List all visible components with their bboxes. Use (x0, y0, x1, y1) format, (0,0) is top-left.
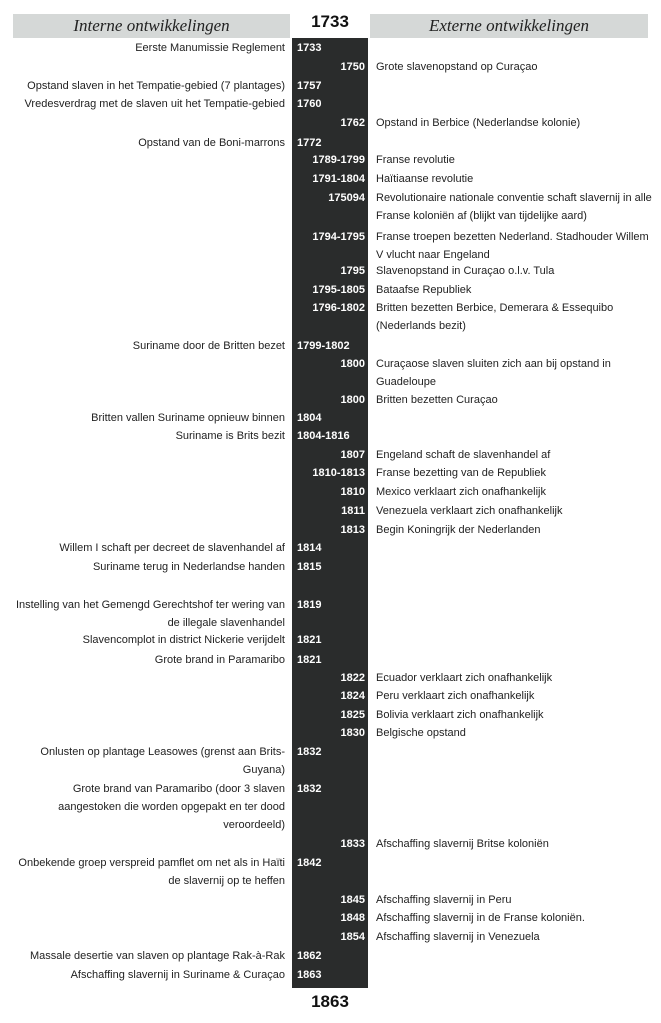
event-year: 1821 (297, 634, 322, 646)
start-year-label: 1733 (311, 12, 349, 31)
internal-event-text: Slavencomplot in district Nickerie verijdelt (82, 634, 285, 646)
event-year: 1796-1802 (312, 302, 365, 314)
event-year: 1789-1799 (312, 154, 365, 166)
external-event-text: Opstand in Berbice (Nederlandse kolonie) (376, 117, 581, 129)
internal-event-text: Grote brand van Paramaribo (door 3 slaven aangestoken die worden opgepakt en ter dood veroordeeld) (58, 783, 285, 831)
event-year: 1800 (340, 358, 365, 370)
external-event-text: Franse bezetting van de Republiek (376, 467, 546, 479)
external-event-text: Bataafse Republiek (376, 284, 472, 296)
internal-event-text: Massale desertie van slaven op plantage Rak-à-Rak (30, 950, 285, 962)
external-event-text: Revolutionaire nationale conventie schaft slavernij in alle Franse koloniën af (blijkt van tijdelijke aard) (376, 192, 652, 222)
event-year: 1795 (340, 265, 365, 277)
event-year: 1848 (340, 912, 365, 924)
event-year: 1810-1813 (312, 467, 365, 479)
internal-event-text: Afschaffing slavernij in Suriname & Curaçao (70, 969, 285, 981)
event-year: 1807 (340, 449, 365, 461)
event-year: 1733 (297, 42, 322, 54)
event-year: 1821 (297, 654, 322, 666)
external-developments-header: Externe ontwikkelingen (370, 14, 648, 38)
internal-event-text: Eerste Manumissie Reglement (135, 42, 285, 54)
event-year: 1833 (340, 838, 365, 850)
event-year: 1804 (297, 412, 322, 424)
external-event-text: Begin Koningrijk der Nederlanden (376, 524, 541, 536)
event-year: 1845 (340, 894, 365, 906)
event-year: 1830 (340, 727, 365, 739)
event-year: 1791-1804 (312, 173, 365, 185)
external-event-text: Venezuela verklaart zich onafhankelijk (376, 505, 563, 517)
event-year: 1800 (340, 394, 365, 406)
external-event-text: Afschaffing slavernij in de Franse koloniën. (376, 912, 585, 924)
event-year: 1814 (297, 542, 322, 554)
event-year: 1794-1795 (312, 231, 365, 243)
external-event-text: Ecuador verklaart zich onafhankelijk (376, 672, 553, 684)
internal-event-text: Opstand van de Boni-marrons (138, 137, 285, 149)
external-event-text: Afschaffing slavernij Britse koloniën (376, 838, 549, 850)
internal-event-text: Vredesverdrag met de slaven uit het Tempatie-gebied (24, 98, 285, 110)
event-year: 1863 (297, 969, 322, 981)
internal-event-text: Suriname is Brits bezit (175, 430, 285, 442)
event-year: 1811 (341, 505, 365, 517)
end-year-label: 1863 (311, 992, 349, 1011)
internal-event-text: Opstand slaven in het Tempatie-gebied (7 plantages) (27, 80, 285, 92)
internal-event-text: Grote brand in Paramaribo (154, 654, 285, 666)
internal-event-text: Onlusten op plantage Leasowes (grenst aan Brits-Guyana) (40, 746, 285, 776)
event-year: 1804-1816 (297, 430, 350, 442)
event-year: 1810 (340, 486, 365, 498)
internal-event-text: Suriname door de Britten bezet (132, 340, 285, 352)
event-year: 1842 (297, 857, 322, 869)
event-year: 1813 (340, 524, 365, 536)
event-year: 1832 (297, 746, 322, 758)
event-year: 1824 (340, 690, 365, 702)
event-year: 1854 (340, 931, 365, 943)
external-event-text: Afschaffing slavernij in Peru (376, 894, 512, 906)
external-event-text: Slavenopstand in Curaçao o.l.v. Tula (376, 265, 555, 277)
event-year: 1862 (297, 950, 322, 962)
event-year: 1760 (297, 98, 322, 110)
event-year: 1822 (340, 672, 365, 684)
event-year: 1762 (340, 117, 365, 129)
internal-event-text: Instelling van het Gemengd Gerechtshof ter wering van de illegale slavenhandel (15, 599, 285, 629)
external-event-text: Britten bezetten Curaçao (376, 394, 498, 406)
external-event-text: Peru verklaart zich onafhankelijk (376, 690, 535, 702)
internal-event-text: Willem I schaft per decreet de slavenhandel af (59, 542, 285, 554)
external-event-text: Grote slavenopstand op Curaçao (376, 61, 538, 73)
internal-event-text: Britten vallen Suriname opnieuw binnen (91, 412, 285, 424)
external-event-text: Bolivia verklaart zich onafhankelijk (376, 709, 544, 721)
external-event-text: Mexico verklaart zich onafhankelijk (376, 486, 546, 498)
event-year: 1795-1805 (312, 284, 365, 296)
event-year: 1757 (297, 80, 322, 92)
external-event-text: Haïtiaanse revolutie (376, 173, 474, 185)
external-event-text: Britten bezetten Berbice, Demerara & Essequibo (Nederlands bezit) (376, 302, 614, 332)
event-year: 175094 (328, 192, 365, 204)
event-year: 1825 (340, 709, 365, 721)
internal-event-text: Onbekende groep verspreid pamflet om net als in Haïti de slavernij op te heffen (18, 857, 285, 887)
external-event-text: Engeland schaft de slavenhandel af (376, 449, 551, 461)
external-event-text: Belgische opstand (376, 727, 466, 739)
event-year: 1772 (297, 137, 322, 149)
internal-developments-header: Interne ontwikkelingen (13, 14, 290, 38)
event-year: 1815 (297, 561, 322, 573)
external-event-text: Franse revolutie (376, 154, 455, 166)
event-year: 1799-1802 (297, 340, 350, 352)
internal-event-text: Suriname terug in Nederlandse handen (92, 561, 285, 573)
event-year: 1832 (297, 783, 322, 795)
external-event-text: Franse troepen bezetten Nederland. Stadhouder Willem V vlucht naar Engeland (376, 231, 649, 261)
external-event-text: Afschaffing slavernij in Venezuela (376, 931, 540, 943)
event-year: 1819 (297, 599, 322, 611)
external-event-text: Curaçaose slaven sluiten zich aan bij opstand in Guadeloupe (376, 358, 611, 388)
event-year: 1750 (340, 61, 365, 73)
